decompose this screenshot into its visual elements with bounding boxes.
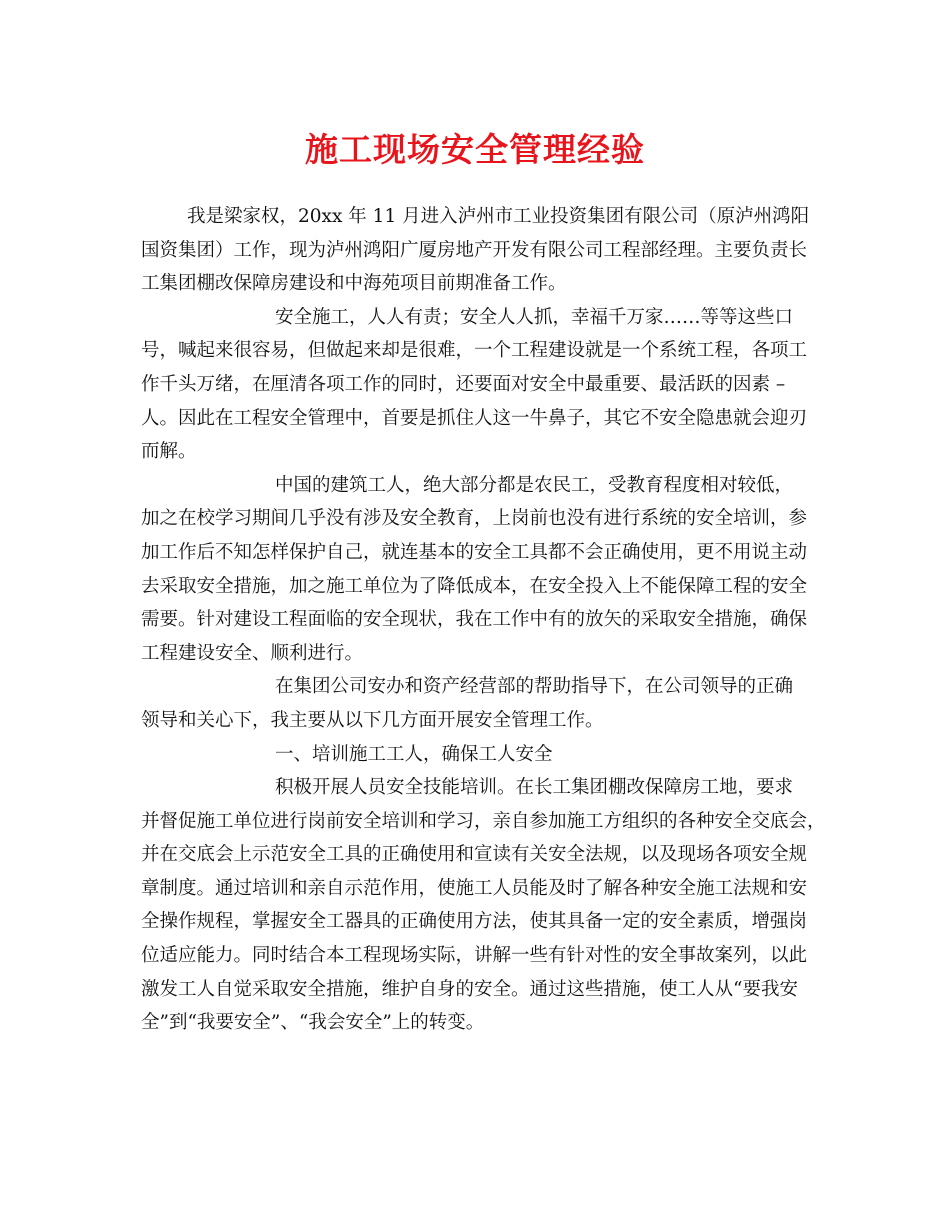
paragraph-line: 作千头万绪，在厘清各项工作的同时，还要面对安全中最重要、最活跃的因素 – bbox=[141, 373, 786, 395]
paragraph-line: 去采取安全措施，加之施工单位为了降低成本，在安全投入上不能保障工程的安全 bbox=[141, 575, 808, 597]
paragraph-line: 章制度。通过培训和亲自示范作用，使施工人员能及时了解各种安全施工法规和安 bbox=[141, 877, 808, 899]
paragraph-line: 加之在校学习期间几乎没有涉及安全教育，上岗前也没有进行系统的安全培训，参 bbox=[141, 508, 808, 530]
section-heading-training bbox=[141, 738, 811, 772]
paragraph-training bbox=[141, 771, 826, 1040]
paragraph-line: 全操作规程，掌握安全工器具的正确使用方法，使其具备一定的安全素质，增强岗 bbox=[141, 911, 808, 933]
paragraph-guidance bbox=[141, 670, 811, 737]
paragraph-line: 积极开展人员安全技能培训。在长工集团棚改保障房工地，要求 bbox=[275, 777, 794, 799]
paragraph-line: 工集团棚改保障房建设和中海苑项目前期准备工作。 bbox=[141, 273, 567, 295]
paragraph-line: 而解。 bbox=[141, 441, 197, 463]
paragraph-line: 并督促施工单位进行岗前安全培训和学习，亲自参加施工方组织的各种安全交底会， bbox=[141, 810, 826, 832]
paragraph-line: 激发工人自觉采取安全措施，维护自身的安全。通过这些措施，使工人从“要我安 bbox=[141, 978, 798, 1000]
paragraph-line: 需要。针对建设工程面临的安全现状，我在工作中有的放矢的采取安全措施，确保 bbox=[141, 609, 808, 631]
paragraph-intro bbox=[141, 200, 811, 301]
document-title: 施工现场安全管理经验 bbox=[305, 130, 645, 169]
document-body bbox=[141, 200, 826, 1040]
paragraph-line: 安全施工，人人有责；安全人人抓，幸福千万家……等等这些口 bbox=[275, 306, 794, 328]
paragraph-line: 加工作后不知怎样保护自己，就连基本的安全工具都不会正确使用，更不用说主动 bbox=[141, 541, 808, 563]
section-heading-line: 一、培训施工工人，确保工人安全 bbox=[275, 743, 553, 765]
paragraph-safety-slogan bbox=[141, 301, 811, 469]
paragraph-line: 在集团公司安办和资产经营部的帮助指导下，在公司领导的正确 bbox=[275, 676, 794, 698]
paragraph-line: 中国的建筑工人，绝大部分都是农民工，受教育程度相对较低， bbox=[275, 474, 794, 496]
paragraph-line: 号，喊起来很容易，但做起来却是很难，一个工程建设就是一个系统工程，各项工 bbox=[141, 340, 808, 362]
paragraph-line: 并在交底会上示范安全工具的正确使用和宣读有关安全法规，以及现场各项安全规 bbox=[141, 844, 808, 866]
paragraph-line: 国资集团）工作，现为泸州鸿阳广厦房地产开发有限公司工程部经理。主要负责长 bbox=[141, 239, 808, 261]
paragraph-line: 位适应能力。同时结合本工程现场实际，讲解一些有针对性的安全事故案列，以此 bbox=[141, 945, 808, 967]
paragraph-line: 领导和关心下，我主要从以下几方面开展安全管理工作。 bbox=[141, 709, 604, 731]
paragraph-line: 工程建设安全、顺利进行。 bbox=[141, 642, 364, 664]
paragraph-workers bbox=[141, 469, 811, 671]
paragraph-line: 全”到“我要安全”、“我会安全”上的转变。 bbox=[141, 1012, 485, 1034]
paragraph-line: 我是梁家权，20xx 年 11 月进入泸州市工业投资集团有限公司（原泸州鸿阳 bbox=[187, 206, 810, 227]
paragraph-line: 人。因此在工程安全管理中，首要是抓住人这一牛鼻子，其它不安全隐患就会迎刃 bbox=[141, 407, 808, 429]
